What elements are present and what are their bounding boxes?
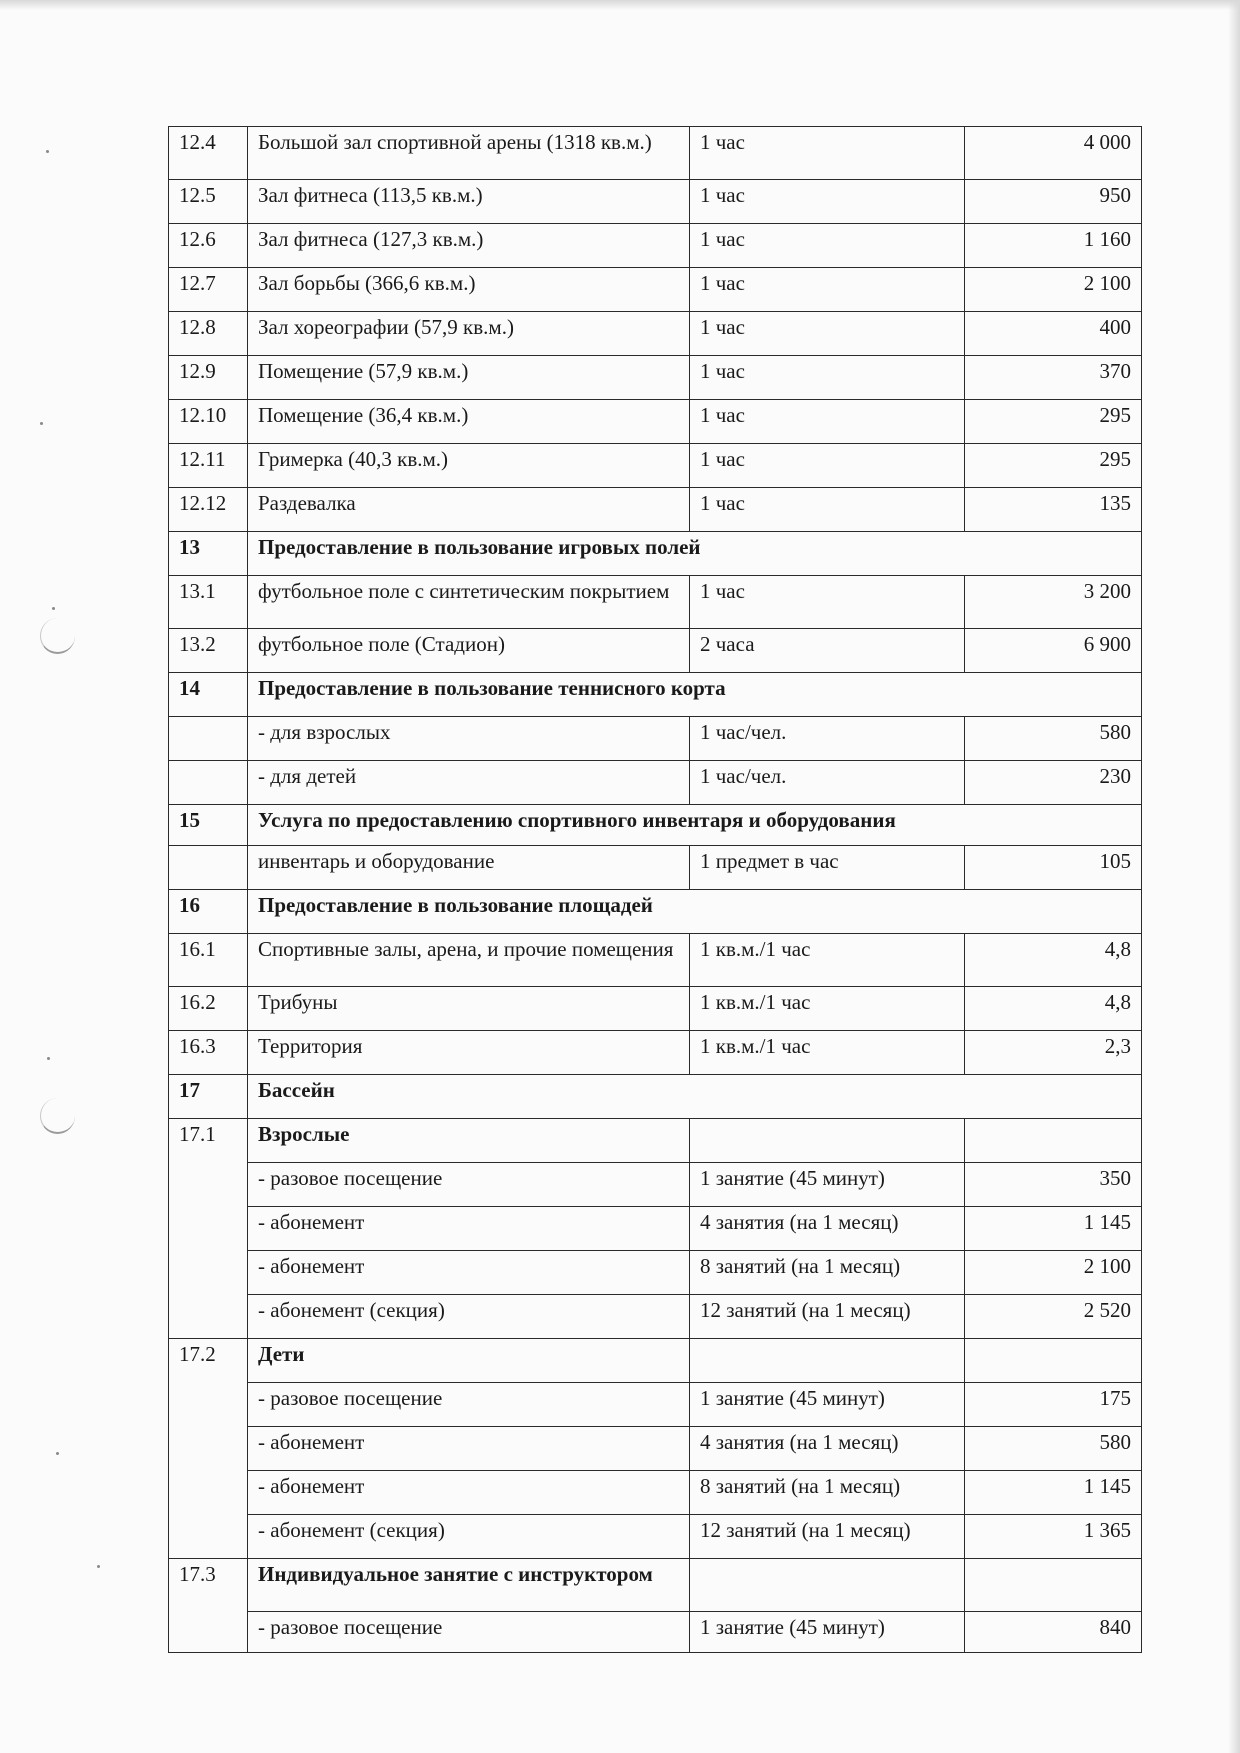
section-number: 15 xyxy=(169,805,248,846)
empty-cell xyxy=(965,1339,1142,1383)
service-name: Зал фитнеса (113,5 кв.м.) xyxy=(248,180,690,224)
table-row xyxy=(169,1471,1142,1515)
scan-speck xyxy=(46,150,49,153)
unit-of-measure: 8 занятий (на 1 месяц) xyxy=(690,1251,965,1295)
unit-of-measure: 1 час xyxy=(690,444,965,488)
empty-cell xyxy=(690,1559,965,1612)
table-row xyxy=(169,224,1142,268)
price: 105 xyxy=(965,846,1142,890)
unit-of-measure: 1 час xyxy=(690,576,965,629)
punch-hole-lower xyxy=(40,1098,75,1134)
unit-of-measure: 1 занятие (45 минут) xyxy=(690,1383,965,1427)
table-row xyxy=(169,268,1142,312)
table-row xyxy=(169,1031,1142,1075)
price: 135 xyxy=(965,488,1142,532)
service-name: Зал борьбы (366,6 кв.м.) xyxy=(248,268,690,312)
section-row xyxy=(169,890,1142,934)
price: 1 145 xyxy=(965,1471,1142,1515)
service-name: Спортивные залы, арена, и прочие помещения xyxy=(248,934,690,987)
price: 350 xyxy=(965,1163,1142,1207)
unit-of-measure: 12 занятий (на 1 месяц) xyxy=(690,1515,965,1559)
unit-of-measure: 1 час/чел. xyxy=(690,761,965,805)
subsection-row xyxy=(169,1119,1142,1163)
table-row xyxy=(169,987,1142,1031)
unit-of-measure: 1 час xyxy=(690,224,965,268)
unit-of-measure: 4 занятия (на 1 месяц) xyxy=(690,1427,965,1471)
punch-hole-upper xyxy=(40,618,75,654)
empty-cell xyxy=(965,1119,1142,1163)
empty-cell xyxy=(690,1339,965,1383)
section-title: Предоставление в пользование игровых полей xyxy=(248,532,1142,576)
table-row xyxy=(169,629,1142,673)
row-number xyxy=(169,761,248,805)
price: 950 xyxy=(965,180,1142,224)
unit-of-measure: 8 занятий (на 1 месяц) xyxy=(690,1471,965,1515)
section-title: Предоставление в пользование площадей xyxy=(248,890,1142,934)
unit-of-measure: 1 кв.м./1 час xyxy=(690,987,965,1031)
unit-of-measure: 4 занятия (на 1 месяц) xyxy=(690,1207,965,1251)
service-name: Раздевалка xyxy=(248,488,690,532)
unit-of-measure: 1 час xyxy=(690,268,965,312)
subsection-number: 17.3 xyxy=(169,1559,248,1653)
service-name: футбольное поле с синтетическим покрытием xyxy=(248,576,690,629)
row-number: 13.2 xyxy=(169,629,248,673)
subsection-number: 17.1 xyxy=(169,1119,248,1339)
service-name: - абонемент (секция) xyxy=(248,1295,690,1339)
service-name: Зал фитнеса (127,3 кв.м.) xyxy=(248,224,690,268)
table-row xyxy=(169,1251,1142,1295)
unit-of-measure: 12 занятий (на 1 месяц) xyxy=(690,1295,965,1339)
table-row xyxy=(169,1612,1142,1653)
section-number: 16 xyxy=(169,890,248,934)
price: 295 xyxy=(965,444,1142,488)
service-name: - разовое посещение xyxy=(248,1383,690,1427)
unit-of-measure: 1 занятие (45 минут) xyxy=(690,1612,965,1653)
table-row xyxy=(169,180,1142,224)
service-name: Помещение (57,9 кв.м.) xyxy=(248,356,690,400)
table-row xyxy=(169,1295,1142,1339)
tariff-table xyxy=(168,126,1142,1653)
table-row xyxy=(169,576,1142,629)
price: 2 520 xyxy=(965,1295,1142,1339)
subsection-number: 17.2 xyxy=(169,1339,248,1559)
service-name: - абонемент xyxy=(248,1207,690,1251)
unit-of-measure: 1 час xyxy=(690,488,965,532)
price: 2 100 xyxy=(965,268,1142,312)
unit-of-measure: 1 занятие (45 минут) xyxy=(690,1163,965,1207)
scan-speck xyxy=(52,607,55,610)
service-name: - для взрослых xyxy=(248,717,690,761)
table-row xyxy=(169,400,1142,444)
service-name: - абонемент xyxy=(248,1427,690,1471)
row-number: 12.12 xyxy=(169,488,248,532)
table-row xyxy=(169,934,1142,987)
price: 4,8 xyxy=(965,934,1142,987)
price: 580 xyxy=(965,717,1142,761)
table-row xyxy=(169,717,1142,761)
service-name: Территория xyxy=(248,1031,690,1075)
section-title: Услуга по предоставлению спортивного инвентаря и оборудования xyxy=(248,805,1142,846)
row-number: 12.6 xyxy=(169,224,248,268)
unit-of-measure: 1 час xyxy=(690,356,965,400)
unit-of-measure: 1 час xyxy=(690,180,965,224)
row-number: 12.8 xyxy=(169,312,248,356)
section-number: 17 xyxy=(169,1075,248,1119)
section-title: Бассейн xyxy=(248,1075,1142,1119)
price: 6 900 xyxy=(965,629,1142,673)
table-row xyxy=(169,1383,1142,1427)
service-name: - разовое посещение xyxy=(248,1163,690,1207)
table-row xyxy=(169,444,1142,488)
service-name: - абонемент (секция) xyxy=(248,1515,690,1559)
scan-edge-top xyxy=(0,0,1240,10)
price: 230 xyxy=(965,761,1142,805)
price: 580 xyxy=(965,1427,1142,1471)
price: 4,8 xyxy=(965,987,1142,1031)
service-name: инвентарь и оборудование xyxy=(248,846,690,890)
price: 1 160 xyxy=(965,224,1142,268)
unit-of-measure: 1 предмет в час xyxy=(690,846,965,890)
subsection-title: Дети xyxy=(248,1339,690,1383)
price: 1 145 xyxy=(965,1207,1142,1251)
table-row xyxy=(169,356,1142,400)
section-row xyxy=(169,532,1142,576)
scan-speck xyxy=(97,1565,100,1568)
table-row xyxy=(169,488,1142,532)
price: 400 xyxy=(965,312,1142,356)
subsection-row xyxy=(169,1559,1142,1612)
unit-of-measure: 1 час xyxy=(690,127,965,180)
scan-speck xyxy=(56,1452,59,1455)
empty-cell xyxy=(690,1119,965,1163)
service-name: - разовое посещение xyxy=(248,1612,690,1653)
unit-of-measure: 1 час/чел. xyxy=(690,717,965,761)
row-number: 13.1 xyxy=(169,576,248,629)
row-number: 12.9 xyxy=(169,356,248,400)
table-row xyxy=(169,1427,1142,1471)
subsection-title: Взрослые xyxy=(248,1119,690,1163)
subsection-row xyxy=(169,1339,1142,1383)
service-name: Трибуны xyxy=(248,987,690,1031)
price: 295 xyxy=(965,400,1142,444)
section-row xyxy=(169,1075,1142,1119)
unit-of-measure: 1 час xyxy=(690,400,965,444)
unit-of-measure: 1 кв.м./1 час xyxy=(690,1031,965,1075)
service-name: - абонемент xyxy=(248,1471,690,1515)
price: 3 200 xyxy=(965,576,1142,629)
unit-of-measure: 2 часа xyxy=(690,629,965,673)
table-row xyxy=(169,761,1142,805)
section-title: Предоставление в пользование теннисного корта xyxy=(248,673,1142,717)
row-number: 12.4 xyxy=(169,127,248,180)
service-name: Гримерка (40,3 кв.м.) xyxy=(248,444,690,488)
table-row xyxy=(169,1207,1142,1251)
price: 370 xyxy=(965,356,1142,400)
service-name: Большой зал спортивной арены (1318 кв.м.) xyxy=(248,127,690,180)
row-number: 12.11 xyxy=(169,444,248,488)
row-number: 16.2 xyxy=(169,987,248,1031)
unit-of-measure: 1 час xyxy=(690,312,965,356)
row-number xyxy=(169,846,248,890)
service-name: футбольное поле (Стадион) xyxy=(248,629,690,673)
table-row xyxy=(169,127,1142,180)
table-row xyxy=(169,1515,1142,1559)
section-number: 14 xyxy=(169,673,248,717)
service-name: - абонемент xyxy=(248,1251,690,1295)
row-number: 16.1 xyxy=(169,934,248,987)
empty-cell xyxy=(965,1559,1142,1612)
row-number: 16.3 xyxy=(169,1031,248,1075)
service-name: Зал хореографии (57,9 кв.м.) xyxy=(248,312,690,356)
row-number: 12.5 xyxy=(169,180,248,224)
row-number: 12.7 xyxy=(169,268,248,312)
service-name: - для детей xyxy=(248,761,690,805)
table-row xyxy=(169,312,1142,356)
scan-speck xyxy=(47,1057,50,1060)
row-number: 12.10 xyxy=(169,400,248,444)
service-name: Помещение (36,4 кв.м.) xyxy=(248,400,690,444)
table-row xyxy=(169,1163,1142,1207)
section-row xyxy=(169,673,1142,717)
section-row xyxy=(169,805,1142,846)
price: 175 xyxy=(965,1383,1142,1427)
scan-speck xyxy=(40,422,43,425)
price: 1 365 xyxy=(965,1515,1142,1559)
scan-edge-right xyxy=(1228,0,1240,1753)
price: 4 000 xyxy=(965,127,1142,180)
unit-of-measure: 1 кв.м./1 час xyxy=(690,934,965,987)
price: 2 100 xyxy=(965,1251,1142,1295)
price: 2,3 xyxy=(965,1031,1142,1075)
price: 840 xyxy=(965,1612,1142,1653)
table-row xyxy=(169,846,1142,890)
row-number xyxy=(169,717,248,761)
section-number: 13 xyxy=(169,532,248,576)
subsection-title: Индивидуальное занятие с инструктором xyxy=(248,1559,690,1612)
